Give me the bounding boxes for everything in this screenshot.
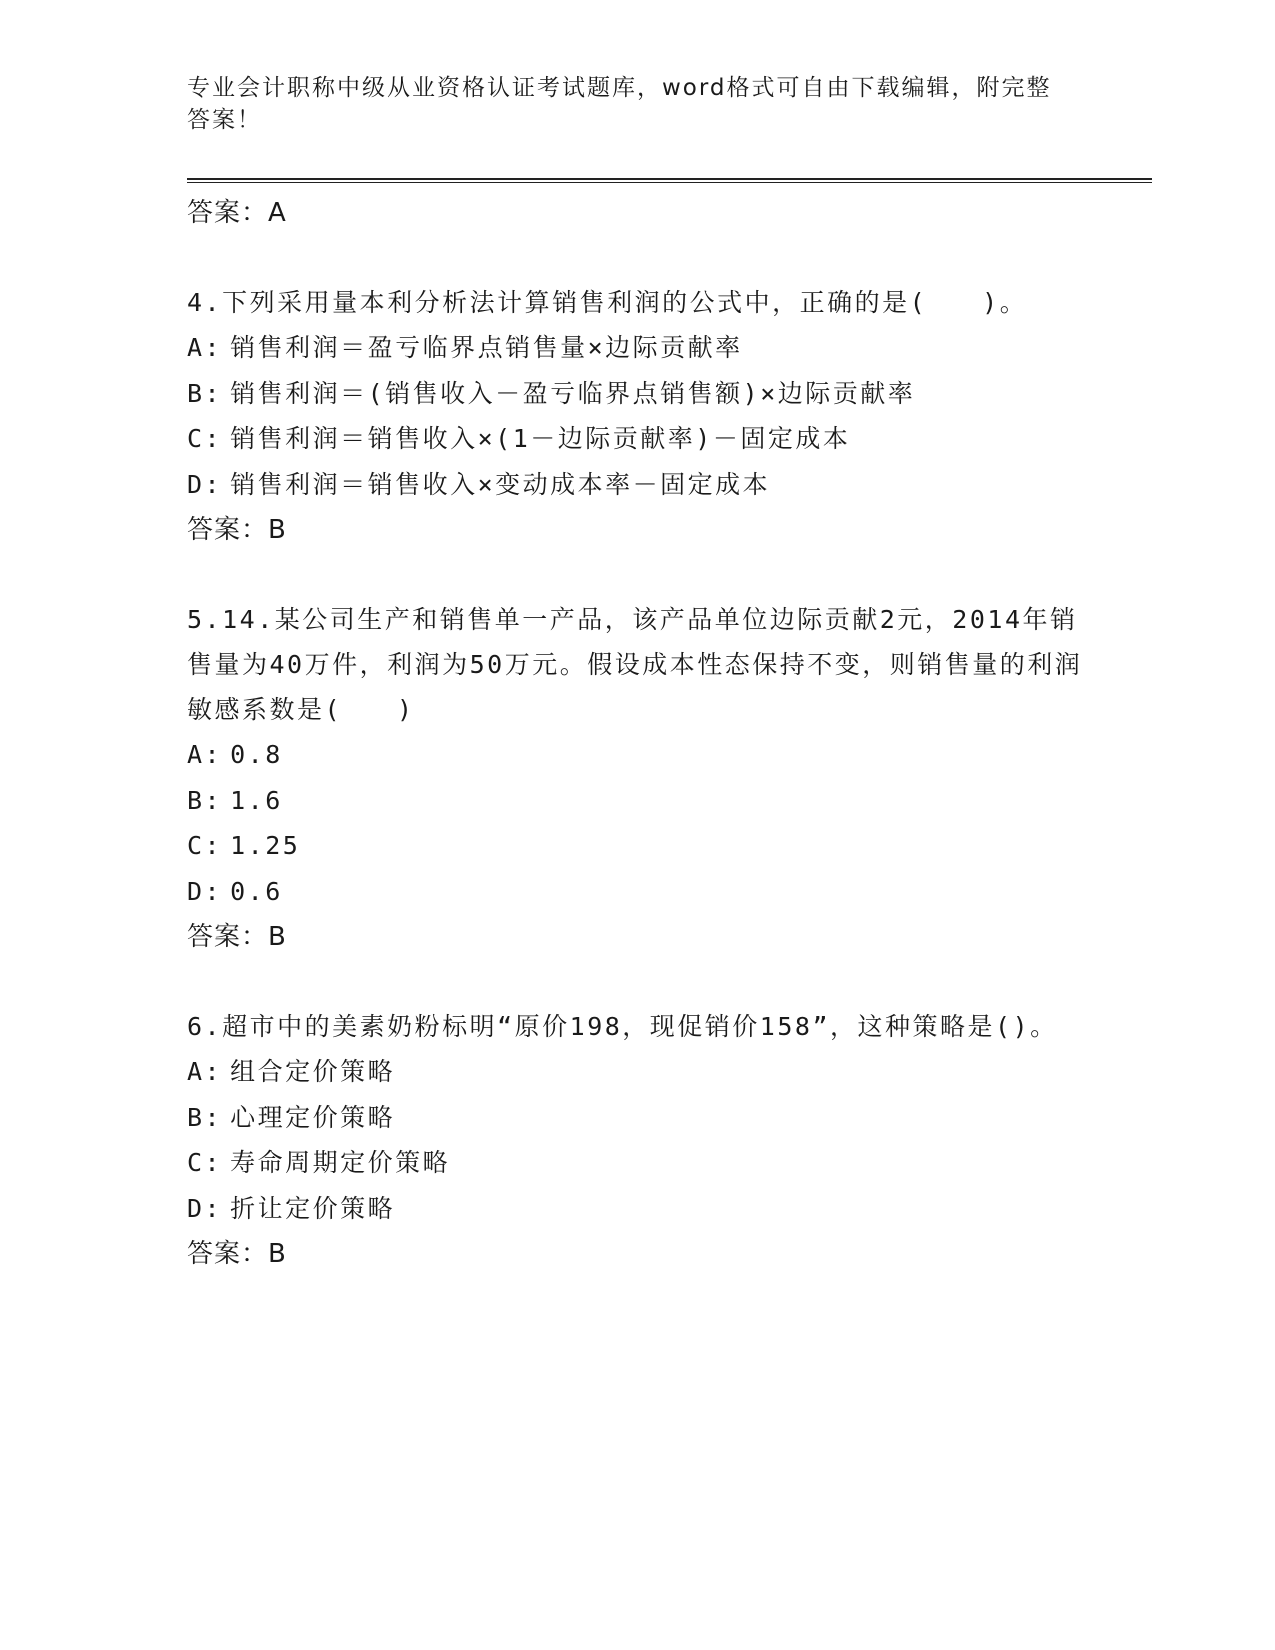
question-5 [187, 597, 1087, 960]
option-key: A: [187, 333, 223, 362]
option-a [187, 732, 1087, 778]
option-key: B: [187, 378, 223, 408]
option-b [187, 1095, 1087, 1141]
question-4 [187, 280, 1087, 553]
option-key: D: [187, 469, 223, 499]
option-text: 销售利润＝盈亏临界点销售量×边际贡献率 [230, 333, 743, 362]
option-b [187, 371, 1087, 417]
option-c [187, 1140, 1087, 1186]
option-b [187, 778, 1087, 824]
option-a [187, 1049, 1087, 1095]
option-key: D: [187, 1193, 223, 1223]
answer: 答案：B [187, 922, 287, 952]
header-divider-thin [187, 182, 1152, 183]
option-d [187, 869, 1087, 915]
previous-answer: 答案：A [187, 198, 287, 228]
option-text: 销售利润＝销售收入×(1－边际贡献率)－固定成本 [230, 424, 851, 453]
option-key: A: [187, 1057, 223, 1086]
option-key: C: [187, 831, 223, 860]
question-stem: 6.超市中的美素奶粉标明“原价198，现促销价158”，这种策略是()。 [187, 1012, 1058, 1041]
header-divider [187, 178, 1152, 180]
question-stem: 5.14.某公司生产和销售单一产品，该产品单位边际贡献2元，2014年销售量为40万件，利润为50万元。假设成本性态保持不变，则销售量的利润敏感系数是( ) [187, 605, 1083, 724]
option-text: 1.25 [230, 831, 301, 860]
question-list [187, 190, 1087, 1277]
page-header: 专业会计职称中级从业资格认证考试题库，word格式可自由下载编辑，附完整答案！ [187, 75, 1052, 133]
option-c [187, 823, 1087, 869]
option-key: C: [187, 424, 223, 453]
option-key: A: [187, 740, 223, 769]
option-text: 销售利润＝销售收入×变动成本率－固定成本 [230, 469, 771, 499]
option-text: 1.6 [230, 785, 283, 815]
option-key: C: [187, 1148, 223, 1177]
answer: 答案：B [187, 1239, 287, 1269]
option-key: B: [187, 1102, 223, 1132]
option-text: 折让定价策略 [230, 1193, 396, 1223]
option-d [187, 462, 1087, 508]
answer: 答案：B [187, 515, 287, 545]
question-stem: 4.下列采用量本利分析法计算销售利润的公式中，正确的是( )。 [187, 288, 1028, 317]
option-key: B: [187, 785, 223, 815]
option-text: 0.8 [230, 740, 283, 769]
option-d [187, 1186, 1087, 1232]
option-text: 寿命周期定价策略 [230, 1148, 451, 1177]
option-c [187, 416, 1087, 462]
option-text: 组合定价策略 [230, 1057, 396, 1086]
question-6 [187, 1004, 1087, 1277]
option-text: 0.6 [230, 876, 283, 906]
option-text: 心理定价策略 [230, 1102, 396, 1132]
option-a [187, 325, 1087, 371]
option-text: 销售利润＝(销售收入－盈亏临界点销售额)×边际贡献率 [230, 378, 916, 408]
option-key: D: [187, 876, 223, 906]
